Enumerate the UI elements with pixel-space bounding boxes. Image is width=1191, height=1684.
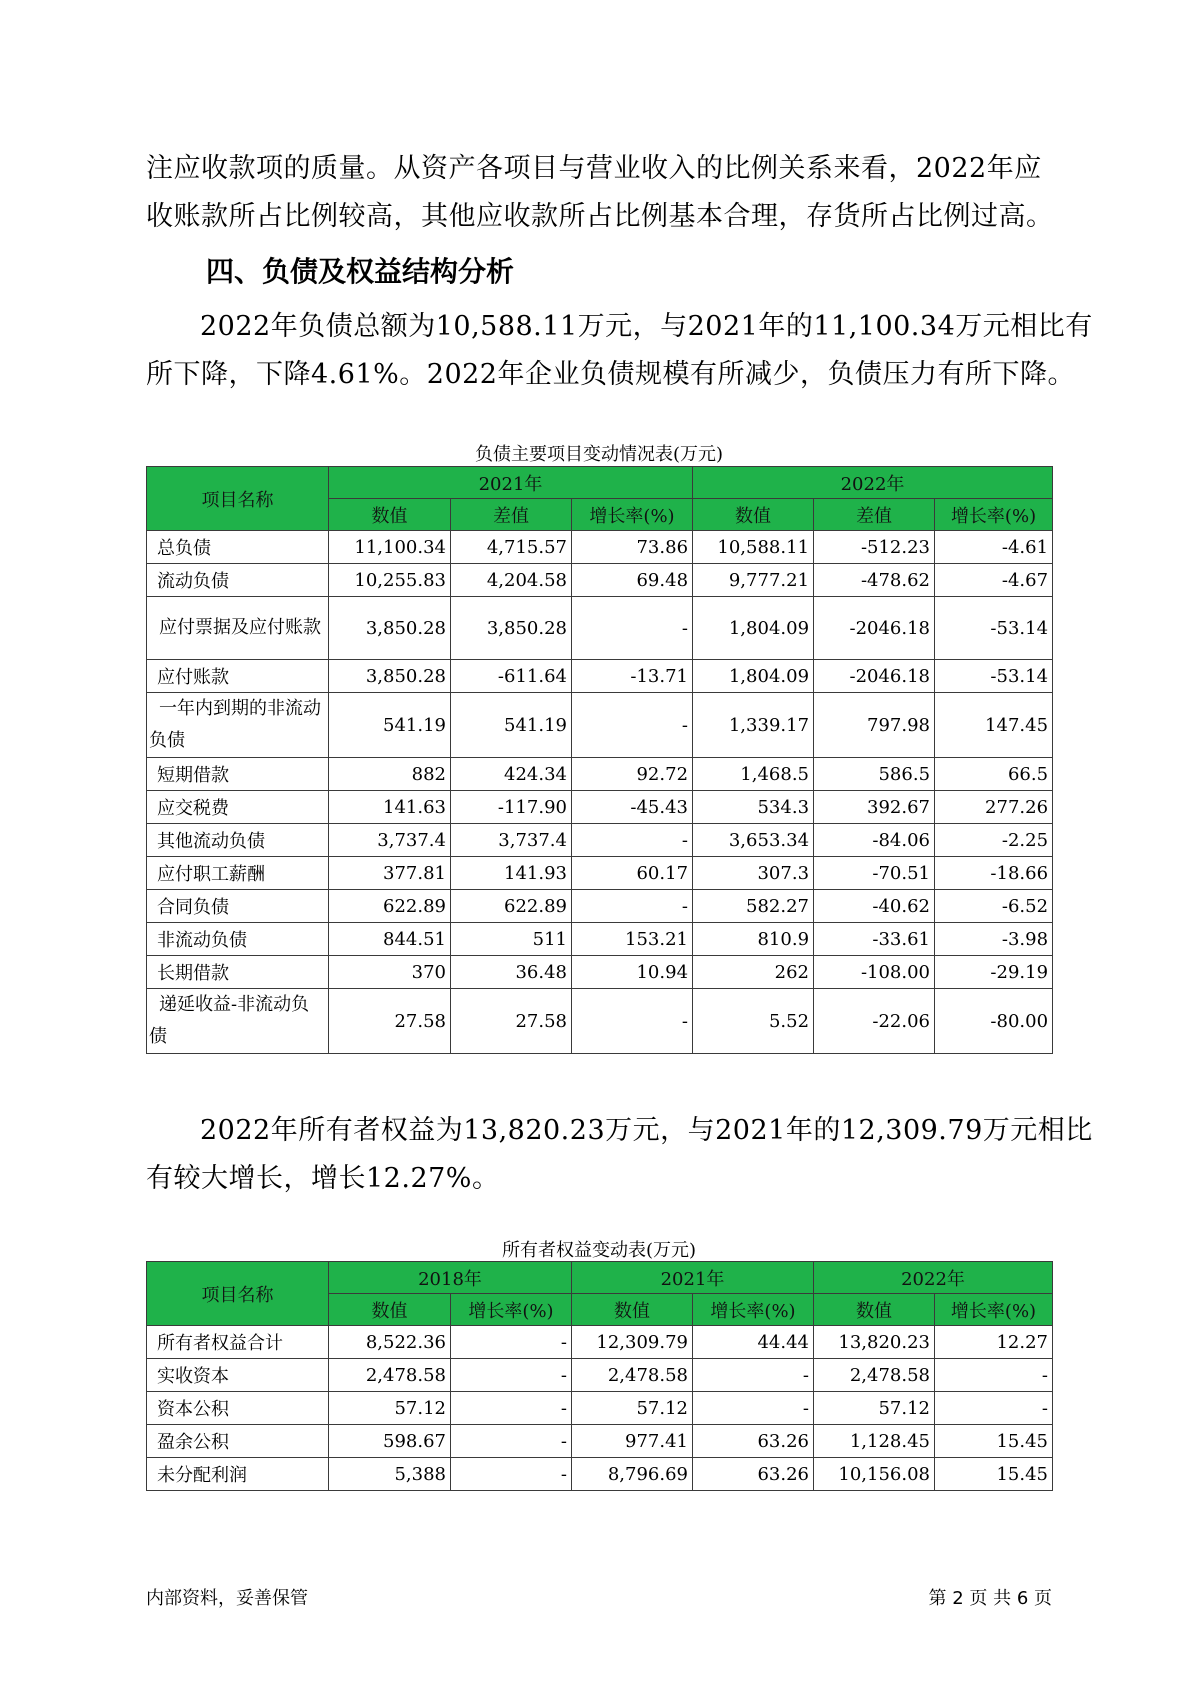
table-cell: 534.3 <box>693 791 814 824</box>
year-header: 2021年 <box>572 1262 814 1294</box>
table-row <box>147 791 1053 824</box>
table-cell: -29.19 <box>935 956 1053 989</box>
item-name-header: 项目名称 <box>147 467 329 531</box>
table-cell: 541.19 <box>329 693 451 758</box>
table-cell: 4,715.57 <box>451 531 572 564</box>
column-header: 增长率(%) <box>572 499 693 531</box>
table-cell: 3,850.28 <box>451 597 572 660</box>
table-cell: 810.9 <box>693 923 814 956</box>
table-row <box>147 989 1053 1054</box>
table-cell: 598.67 <box>329 1425 451 1458</box>
debt-paragraph-line: 2022年负债总额为10,588.11万元，与2021年的11,100.34万元相比有 <box>200 311 1093 342</box>
equity-table <box>146 1261 1053 1491</box>
column-header: 增长率(%) <box>935 499 1053 531</box>
row-label: 实收资本 <box>147 1359 329 1392</box>
table-cell: 377.81 <box>329 857 451 890</box>
table-cell: 622.89 <box>451 890 572 923</box>
table-cell: 60.17 <box>572 857 693 890</box>
table-row <box>147 660 1053 693</box>
table-cell: - <box>572 824 693 857</box>
row-label: 应交税费 <box>147 791 329 824</box>
column-header: 增长率(%) <box>693 1294 814 1326</box>
equity-table-caption: 所有者权益变动表(万元) <box>501 1240 697 1261</box>
column-header: 数值 <box>572 1294 693 1326</box>
table-cell: -2046.18 <box>814 660 935 693</box>
table-cell: 307.3 <box>693 857 814 890</box>
debt-paragraph-line: 所下降，下降4.61%。2022年企业负债规模有所减少，负债压力有所下降。 <box>146 359 1075 390</box>
table-row <box>147 564 1053 597</box>
table-cell: 92.72 <box>572 758 693 791</box>
table-cell: - <box>451 1359 572 1392</box>
row-label: 总负债 <box>147 531 329 564</box>
column-header: 增长率(%) <box>935 1294 1053 1326</box>
table-cell: 2,478.58 <box>572 1359 693 1392</box>
table-cell: 10,588.11 <box>693 531 814 564</box>
footer-confidential-note: 内部资料，妥善保管 <box>146 1588 308 1609</box>
column-header: 数值 <box>329 1294 451 1326</box>
table-row <box>147 956 1053 989</box>
table-cell: 582.27 <box>693 890 814 923</box>
table-cell: -45.43 <box>572 791 693 824</box>
table-cell: 73.86 <box>572 531 693 564</box>
column-header: 数值 <box>814 1294 935 1326</box>
row-label: 一年内到期的非流动负债 <box>147 693 329 758</box>
table-cell: 12.27 <box>935 1326 1053 1359</box>
table-cell: - <box>693 1359 814 1392</box>
table-row <box>147 923 1053 956</box>
table-cell: - <box>451 1425 572 1458</box>
equity-paragraph-line: 2022年所有者权益为13,820.23万元，与2021年的12,309.79万元相比 <box>200 1115 1093 1146</box>
equity-paragraph <box>146 1107 1093 1203</box>
row-label: 递延收益-非流动负债 <box>147 989 329 1054</box>
column-header: 增长率(%) <box>451 1294 572 1326</box>
row-label: 应付票据及应付账款 <box>147 597 329 660</box>
table-row <box>147 1458 1053 1491</box>
table-cell: 3,737.4 <box>329 824 451 857</box>
year-header: 2021年 <box>329 467 693 499</box>
table-cell: -478.62 <box>814 564 935 597</box>
table-cell: -108.00 <box>814 956 935 989</box>
table-cell: 141.93 <box>451 857 572 890</box>
table-cell: 2,478.58 <box>329 1359 451 1392</box>
table-cell: - <box>451 1392 572 1425</box>
table-cell: - <box>935 1392 1053 1425</box>
column-header: 差值 <box>814 499 935 531</box>
table-cell: -6.52 <box>935 890 1053 923</box>
table-cell: - <box>451 1326 572 1359</box>
table-cell: - <box>451 1458 572 1491</box>
table-cell: 541.19 <box>451 693 572 758</box>
table-cell: 5,388 <box>329 1458 451 1491</box>
table-cell: 1,128.45 <box>814 1425 935 1458</box>
table-cell: - <box>572 597 693 660</box>
table-cell: -2.25 <box>935 824 1053 857</box>
table-cell: 424.34 <box>451 758 572 791</box>
table-row <box>147 1359 1053 1392</box>
table-row <box>147 693 1053 758</box>
table-cell: 3,850.28 <box>329 597 451 660</box>
table-cell: 882 <box>329 758 451 791</box>
table-cell: 10,156.08 <box>814 1458 935 1491</box>
table-row <box>147 890 1053 923</box>
row-label: 非流动负债 <box>147 923 329 956</box>
row-label: 其他流动负债 <box>147 824 329 857</box>
table-cell: -2046.18 <box>814 597 935 660</box>
table-cell: 277.26 <box>935 791 1053 824</box>
table-cell: 13,820.23 <box>814 1326 935 1359</box>
table-row <box>147 857 1053 890</box>
table-cell: 27.58 <box>451 989 572 1054</box>
table-cell: 15.45 <box>935 1458 1053 1491</box>
table-cell: 10.94 <box>572 956 693 989</box>
table-cell: 262 <box>693 956 814 989</box>
table-cell: 3,850.28 <box>329 660 451 693</box>
table-cell: 844.51 <box>329 923 451 956</box>
table-cell: -40.62 <box>814 890 935 923</box>
table-cell: 5.52 <box>693 989 814 1054</box>
table-cell: 12,309.79 <box>572 1326 693 1359</box>
table-cell: - <box>572 989 693 1054</box>
row-label: 流动负债 <box>147 564 329 597</box>
table-row <box>147 1392 1053 1425</box>
debt-paragraph <box>146 303 1093 399</box>
column-header: 差值 <box>451 499 572 531</box>
table-row <box>147 1425 1053 1458</box>
table-cell: -18.66 <box>935 857 1053 890</box>
table-row <box>147 1326 1053 1359</box>
table-cell: 8,522.36 <box>329 1326 451 1359</box>
table-row <box>147 758 1053 791</box>
table-cell: 44.44 <box>693 1326 814 1359</box>
table-cell: -80.00 <box>935 989 1053 1054</box>
table-cell: 511 <box>451 923 572 956</box>
table-cell: - <box>572 890 693 923</box>
table-cell: -53.14 <box>935 660 1053 693</box>
table-row <box>147 597 1053 660</box>
table-cell: 1,468.5 <box>693 758 814 791</box>
table-cell: 2,478.58 <box>814 1359 935 1392</box>
table-cell: 622.89 <box>329 890 451 923</box>
row-label: 应付职工薪酬 <box>147 857 329 890</box>
table-cell: 3,653.34 <box>693 824 814 857</box>
table-cell: 1,339.17 <box>693 693 814 758</box>
table-cell: -611.64 <box>451 660 572 693</box>
table-cell: 586.5 <box>814 758 935 791</box>
row-label: 应付账款 <box>147 660 329 693</box>
footer-page-number: 第 2 页 共 6 页 <box>928 1588 1052 1609</box>
table-cell: -3.98 <box>935 923 1053 956</box>
table-cell: 11,100.34 <box>329 531 451 564</box>
row-label: 资本公积 <box>147 1392 329 1425</box>
table-cell: 10,255.83 <box>329 564 451 597</box>
table-cell: 1,804.09 <box>693 660 814 693</box>
intro-line: 收账款所占比例较高，其他应收款所占比例基本合理，存货所占比例过高。 <box>146 201 1054 232</box>
year-header: 2022年 <box>693 467 1053 499</box>
column-header: 数值 <box>329 499 451 531</box>
table-cell: 153.21 <box>572 923 693 956</box>
table-row <box>147 531 1053 564</box>
table-cell: 63.26 <box>693 1458 814 1491</box>
table-cell: -70.51 <box>814 857 935 890</box>
table-row <box>147 824 1053 857</box>
item-name-header: 项目名称 <box>147 1262 329 1326</box>
table-cell: 977.41 <box>572 1425 693 1458</box>
year-header: 2018年 <box>329 1262 572 1294</box>
row-label: 短期借款 <box>147 758 329 791</box>
table-cell: 27.58 <box>329 989 451 1054</box>
row-label: 未分配利润 <box>147 1458 329 1491</box>
table-cell: 63.26 <box>693 1425 814 1458</box>
table-cell: 66.5 <box>935 758 1053 791</box>
table-cell: 69.48 <box>572 564 693 597</box>
debt-table <box>146 466 1053 1054</box>
table-cell: -33.61 <box>814 923 935 956</box>
table-cell: 57.12 <box>572 1392 693 1425</box>
table-cell: -4.67 <box>935 564 1053 597</box>
table-cell: 392.67 <box>814 791 935 824</box>
table-cell: -512.23 <box>814 531 935 564</box>
column-header: 数值 <box>693 499 814 531</box>
table-cell: -13.71 <box>572 660 693 693</box>
section-title: 四、负债及权益结构分析 <box>206 255 515 288</box>
year-header: 2022年 <box>814 1262 1053 1294</box>
table-cell: 1,804.09 <box>693 597 814 660</box>
table-cell: 370 <box>329 956 451 989</box>
table-cell: -53.14 <box>935 597 1053 660</box>
table-cell: 36.48 <box>451 956 572 989</box>
table-cell: - <box>935 1359 1053 1392</box>
table-cell: -4.61 <box>935 531 1053 564</box>
table-cell: 797.98 <box>814 693 935 758</box>
row-label: 盈余公积 <box>147 1425 329 1458</box>
table-cell: 57.12 <box>329 1392 451 1425</box>
table-cell: 8,796.69 <box>572 1458 693 1491</box>
equity-paragraph-line: 有较大增长，增长12.27%。 <box>146 1163 500 1194</box>
table-cell: - <box>572 693 693 758</box>
table-cell: -117.90 <box>451 791 572 824</box>
row-label: 合同负债 <box>147 890 329 923</box>
table-cell: 9,777.21 <box>693 564 814 597</box>
intro-paragraph <box>146 145 1054 241</box>
intro-line: 注应收款项的质量。从资产各项目与营业收入的比例关系来看，2022年应 <box>146 153 1042 184</box>
table-cell: -22.06 <box>814 989 935 1054</box>
table-cell: 3,737.4 <box>451 824 572 857</box>
table-cell: 57.12 <box>814 1392 935 1425</box>
table-cell: - <box>693 1392 814 1425</box>
row-label: 所有者权益合计 <box>147 1326 329 1359</box>
table-cell: 147.45 <box>935 693 1053 758</box>
debt-table-caption: 负债主要项目变动情况表(万元) <box>474 444 724 465</box>
table-cell: 141.63 <box>329 791 451 824</box>
table-cell: 4,204.58 <box>451 564 572 597</box>
table-cell: 15.45 <box>935 1425 1053 1458</box>
table-cell: -84.06 <box>814 824 935 857</box>
row-label: 长期借款 <box>147 956 329 989</box>
